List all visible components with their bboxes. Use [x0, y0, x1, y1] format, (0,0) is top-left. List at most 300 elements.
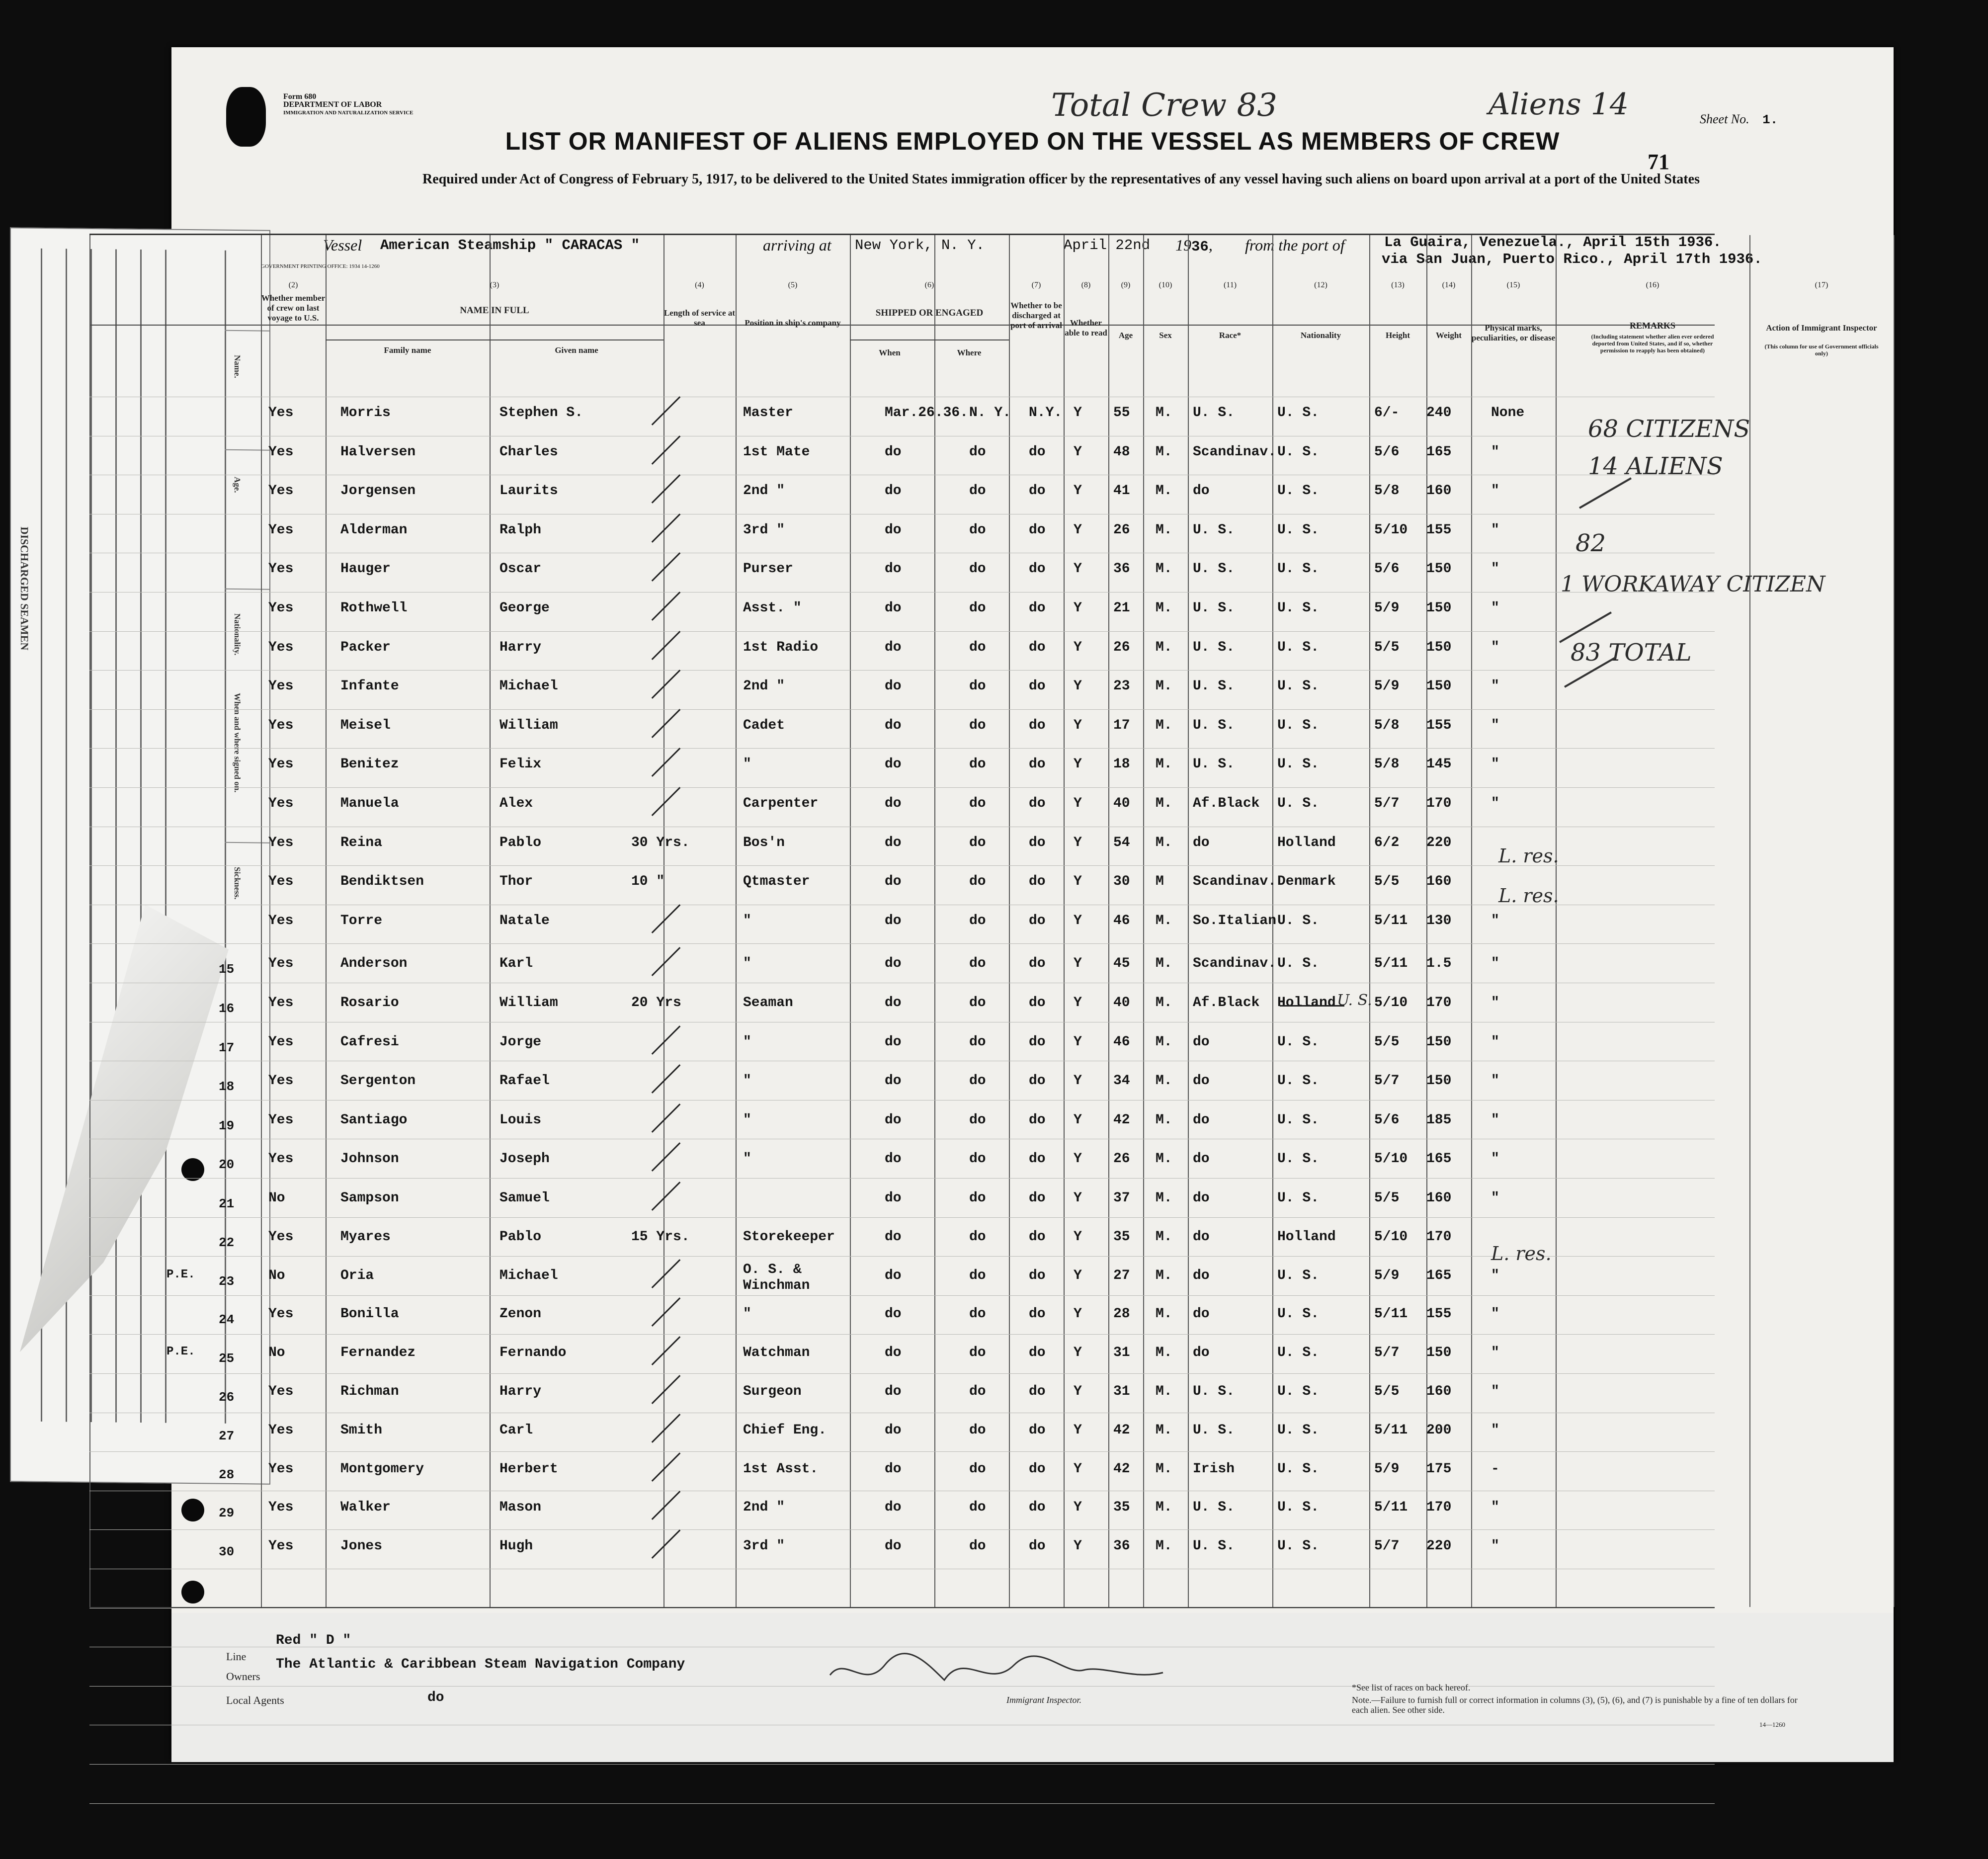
row-rule: [89, 1217, 1715, 1218]
cell-family: Fernandez: [340, 1345, 416, 1361]
handwritten-aliens: Aliens 14: [1489, 87, 1629, 122]
cell-family: Halversen: [340, 444, 416, 460]
cell-race: do: [1193, 1151, 1210, 1167]
cell-prev: No: [268, 1345, 285, 1361]
cell-nat: U. S.: [1277, 1190, 1320, 1206]
cell-weight: 150: [1426, 639, 1452, 655]
strikethrough: [1280, 1005, 1344, 1007]
cell-position: Purser: [743, 561, 793, 577]
cell-prev: Yes: [268, 796, 294, 811]
cell-marks: ": [1491, 1384, 1499, 1399]
cell-read: Y: [1074, 1190, 1082, 1206]
cell-height: 5/11: [1374, 956, 1408, 972]
cell-height: 5/10: [1374, 995, 1408, 1011]
cell-marks: -: [1491, 1461, 1499, 1477]
cell-given: Harry: [499, 639, 542, 655]
cell-position: Master: [743, 405, 793, 421]
column-number: (14): [1442, 281, 1456, 289]
cell-where: do: [969, 1422, 986, 1438]
cell-family: Torre: [340, 913, 383, 929]
form-number: Form 680: [283, 92, 317, 101]
cell-age: 40: [1113, 796, 1130, 811]
row-rule: [89, 943, 1715, 944]
cell-prev: Yes: [268, 913, 294, 929]
cell-prev: Yes: [268, 717, 294, 733]
col-rule: [736, 235, 737, 1607]
row-rule: [89, 1295, 1715, 1296]
cell-weight: 150: [1426, 561, 1452, 577]
column-number: (2): [288, 281, 298, 289]
cell-race: do: [1193, 1073, 1210, 1089]
cell-race: U. S.: [1193, 561, 1235, 577]
cell-when: do: [885, 1306, 902, 1322]
col-rule: [1369, 235, 1370, 1607]
cell-weight: 175: [1426, 1461, 1452, 1477]
cell-where: N. Y.: [969, 405, 1011, 421]
cell-weight: 155: [1426, 717, 1452, 733]
cell-age: 17: [1113, 717, 1130, 733]
row-rule: [89, 1451, 1715, 1452]
cell-sex: M.: [1156, 1229, 1172, 1245]
cell-disch: do: [1029, 1461, 1046, 1477]
column-header: Race*: [1219, 331, 1242, 340]
cell-age: 42: [1113, 1461, 1130, 1477]
cell-prev: Yes: [268, 1112, 294, 1128]
column-number: (16): [1646, 281, 1659, 289]
cell-race: do: [1193, 1190, 1210, 1206]
cell-family: Morris: [340, 405, 391, 421]
cell-prev: No: [268, 1190, 285, 1206]
cell-read: Y: [1074, 995, 1082, 1011]
row-rule: [89, 1334, 1715, 1335]
cell-read: Y: [1074, 1538, 1082, 1554]
cell-when: do: [885, 717, 902, 733]
cell-position: Storekeeper: [743, 1229, 835, 1245]
cell-nat: U. S.: [1277, 1306, 1320, 1322]
column-number: (4): [695, 281, 704, 289]
cell-sex: M.: [1156, 1073, 1172, 1089]
column-number: (7): [1031, 281, 1041, 289]
cell-prev: Yes: [268, 1151, 294, 1167]
cell-position: ": [743, 1112, 751, 1128]
cell-marks: ": [1491, 1151, 1499, 1167]
cell-when: do: [885, 956, 902, 972]
cell-race: U. S.: [1193, 600, 1235, 616]
row-rule: [89, 787, 1715, 788]
from-port-label: from the port of: [1245, 236, 1345, 254]
cell-read: Y: [1074, 1500, 1082, 1516]
cell-read: Y: [1074, 757, 1082, 772]
cell-given: Charles: [499, 444, 558, 460]
cell-nat: U. S.: [1277, 678, 1320, 694]
column-number: (11): [1223, 281, 1237, 289]
cell-sex: M.: [1156, 639, 1172, 655]
cell-race: Af.Black: [1193, 995, 1260, 1011]
cell-height: 5/10: [1374, 522, 1408, 538]
cell-given: Ralph: [499, 522, 542, 538]
cell-read: Y: [1074, 678, 1082, 694]
column-header: Whether to be discharged at port of arrival: [1010, 301, 1062, 330]
header-rule: [326, 339, 663, 340]
cell-family: Sergenton: [340, 1073, 416, 1089]
cell-disch: do: [1029, 1500, 1046, 1516]
column-number: (6): [924, 281, 934, 289]
column-header: Age: [1118, 331, 1133, 340]
line-label: Line: [226, 1650, 247, 1663]
cell-where: do: [969, 757, 986, 772]
cell-when: do: [885, 1422, 902, 1438]
row-rule: [89, 1803, 1715, 1804]
cell-prev: Yes: [268, 522, 294, 538]
handwritten-total-crew: Total Crew 83: [1051, 87, 1277, 124]
cell-nat: U. S.: [1277, 1112, 1320, 1128]
cell-sex: M.: [1156, 561, 1172, 577]
row-rule: [89, 631, 1715, 632]
cell-read: Y: [1074, 1229, 1082, 1245]
cell-family: Anderson: [340, 956, 408, 972]
cell-race: U. S.: [1193, 1538, 1235, 1554]
cell-height: 5/6: [1374, 1112, 1400, 1128]
cell-nat: U. S.: [1277, 1268, 1320, 1283]
cell-sex: M.: [1156, 483, 1172, 499]
stub-label: Nationality.: [233, 613, 242, 656]
cell-when: do: [885, 678, 902, 694]
cell-height: 5/5: [1374, 1190, 1400, 1206]
cell-height: 5/10: [1374, 1151, 1408, 1167]
cell-given: Thor: [499, 874, 533, 890]
cell-given: Stephen S.: [499, 405, 583, 421]
vessel-name: American Steamship " CARACAS ": [380, 237, 640, 254]
cell-where: do: [969, 1500, 986, 1516]
cell-disch: do: [1029, 757, 1046, 772]
cell-when: do: [885, 600, 902, 616]
cell-position: ": [743, 757, 751, 772]
cell-race: U. S.: [1193, 522, 1235, 538]
cell-disch: do: [1029, 1538, 1046, 1554]
cell-prev: Yes: [268, 995, 294, 1011]
cell-read: Y: [1074, 483, 1082, 499]
cell-where: do: [969, 444, 986, 460]
cell-nat: U. S.: [1277, 717, 1320, 733]
cell-where: do: [969, 956, 986, 972]
cell-sex: M.: [1156, 835, 1172, 850]
cell-sex: M.: [1156, 913, 1172, 929]
cell-disch: do: [1029, 1190, 1046, 1206]
cell-nat: Holland: [1277, 1229, 1336, 1245]
cell-where: do: [969, 561, 986, 577]
cell-sex: M.: [1156, 405, 1172, 421]
col-rule: [1471, 235, 1472, 1607]
department: DEPARTMENT OF LABOR: [283, 100, 382, 109]
cell-read: Y: [1074, 444, 1082, 460]
cell-family: Bendiktsen: [340, 874, 424, 890]
cell-nat: U. S.: [1277, 561, 1320, 577]
printer-line: GOVERNMENT PRINTING OFFICE: 1934 14-1260: [261, 263, 380, 269]
column-header: Position in ship's company: [745, 318, 841, 328]
cell-service: 10 ": [631, 874, 665, 890]
cell-weight: 165: [1426, 1151, 1452, 1167]
cell-when: do: [885, 835, 902, 850]
header-rule: [850, 339, 1009, 340]
cell-family: Manuela: [340, 796, 399, 811]
cell-family: Richman: [340, 1384, 399, 1399]
cell-sex: M.: [1156, 522, 1172, 538]
cell-given: Laurits: [499, 483, 558, 499]
column-header: SHIPPED OR ENGAGED: [875, 308, 984, 318]
cell-sex: M.: [1156, 717, 1172, 733]
cell-marks: ": [1491, 1538, 1499, 1554]
cell-marks: None: [1491, 405, 1525, 421]
cell-race: U. S.: [1193, 678, 1235, 694]
cell-weight: 160: [1426, 483, 1452, 499]
cell-read: Y: [1074, 717, 1082, 733]
cell-age: 21: [1113, 600, 1130, 616]
cell-family: Myares: [340, 1229, 391, 1245]
row-number: 28: [219, 1467, 235, 1482]
column-header: Physical marks, peculiarities, or disease: [1471, 323, 1556, 342]
cell-disch: do: [1029, 1034, 1046, 1050]
cell-marks: ": [1491, 956, 1499, 972]
row-number: 16: [219, 1001, 235, 1016]
cell-weight: 220: [1426, 1538, 1452, 1554]
cell-given: Alex: [499, 796, 533, 811]
cell-height: 5/7: [1374, 1073, 1400, 1089]
cell-prev: No: [268, 1268, 285, 1283]
row-rule: [89, 1373, 1715, 1374]
cell-position: O. S. & Winchman: [743, 1262, 810, 1293]
cell-where: do: [969, 1034, 986, 1050]
col-rule: [850, 235, 851, 1607]
cell-given: Louis: [499, 1112, 542, 1128]
row-number: 18: [219, 1079, 235, 1095]
cell-weight: 160: [1426, 874, 1452, 890]
agents-label: Local Agents: [226, 1694, 284, 1706]
cell-height: 6/2: [1374, 835, 1400, 850]
row-rule: [89, 1764, 1715, 1765]
cell-nat: U. S.: [1277, 1384, 1320, 1399]
row-number: 25: [219, 1351, 235, 1366]
row-rule: [89, 1256, 1715, 1257]
cell-age: 54: [1113, 835, 1130, 850]
cell-marks: ": [1491, 1268, 1499, 1283]
column-number: (9): [1121, 281, 1131, 289]
handwritten-note: L. res.: [1491, 1243, 1552, 1265]
cell-read: Y: [1074, 1073, 1082, 1089]
cell-height: 5/5: [1374, 1384, 1400, 1399]
cell-weight: 1.5: [1426, 956, 1452, 972]
row-rule: [89, 748, 1715, 749]
cell-height: 5/11: [1374, 1306, 1408, 1322]
cell-weight: 150: [1426, 1073, 1452, 1089]
cell-where: do: [969, 796, 986, 811]
cell-height: 5/8: [1374, 483, 1400, 499]
cell-disch: do: [1029, 796, 1046, 811]
stub-label: Name.: [233, 354, 242, 378]
column-header: Whether able to read: [1065, 318, 1107, 338]
cell-marks: ": [1491, 1190, 1499, 1206]
cell-nat: U. S.: [1277, 483, 1320, 499]
cell-position: ": [743, 1306, 751, 1322]
cell-sex: M.: [1156, 1500, 1172, 1516]
cell-family: Sampson: [340, 1190, 399, 1206]
cell-prev: Yes: [268, 678, 294, 694]
cell-disch: do: [1029, 1112, 1046, 1128]
cell-age: 41: [1113, 483, 1130, 499]
manifest-subtitle: Required under Act of Congress of February 5, 1917, to be delivered to the United States immigration officer by the representatives of any vessel having such aliens on board upon arrival at a port of the United States: [422, 171, 1700, 187]
column-header: Sex: [1159, 331, 1172, 340]
cell-weight: 165: [1426, 444, 1452, 460]
row-rule: [89, 709, 1715, 710]
cell-given: Felix: [499, 757, 542, 772]
cell-given: Jorge: [499, 1034, 542, 1050]
cell-read: Y: [1074, 1151, 1082, 1167]
row-rule: [89, 1178, 1715, 1179]
cell-nat: U. S.: [1277, 757, 1320, 772]
cell-race: U. S.: [1193, 1422, 1235, 1438]
col-rule: [1009, 235, 1010, 1607]
cell-age: 42: [1113, 1422, 1130, 1438]
cell-sex: M.: [1156, 1345, 1172, 1361]
handwritten-note: 1 WORKAWAY CITIZEN: [1561, 572, 1825, 597]
handwritten-note: 68 CITIZENS: [1588, 415, 1750, 443]
inspector-label: Immigrant Inspector.: [1006, 1695, 1081, 1705]
cell-sex: M.: [1156, 1422, 1172, 1438]
col-rule: [89, 235, 90, 1607]
cell-marks: ": [1491, 522, 1499, 538]
cell-prev: Yes: [268, 956, 294, 972]
cell-prev: Yes: [268, 405, 294, 421]
cell-race: Af.Black: [1193, 796, 1260, 811]
cell-when: Mar.26.36.: [885, 405, 969, 421]
cell-height: 5/11: [1374, 1422, 1408, 1438]
cell-family: Walker: [340, 1500, 391, 1516]
owners-value: The Atlantic & Caribbean Steam Navigation Company: [276, 1657, 685, 1672]
col-rule: [261, 235, 262, 1607]
row-number: 15: [219, 962, 235, 977]
cell-height: 5/7: [1374, 1345, 1400, 1361]
owners-label: Owners: [226, 1670, 260, 1683]
col-rule: [1108, 235, 1109, 1607]
column-header: Nationality: [1300, 331, 1341, 340]
cell-prev: Yes: [268, 1229, 294, 1245]
column-header: Where: [957, 348, 982, 357]
sheet-label: Sheet No.: [1700, 112, 1749, 126]
cell-where: do: [969, 1345, 986, 1361]
cell-position: Bos'n: [743, 835, 785, 850]
cell-given: George: [499, 600, 550, 616]
cell-read: Y: [1074, 600, 1082, 616]
cell-position: 3rd ": [743, 1538, 785, 1554]
cell-age: 26: [1113, 639, 1130, 655]
cell-disch: do: [1029, 639, 1046, 655]
cell-position: Carpenter: [743, 796, 819, 811]
cell-where: do: [969, 1306, 986, 1322]
cell-family: Bonilla: [340, 1306, 399, 1322]
crew-table: [89, 234, 1715, 1608]
cell-nat: U. S.: [1277, 1073, 1320, 1089]
cell-nat: U. S.: [1277, 600, 1320, 616]
cell-given: Samuel: [499, 1190, 550, 1206]
cell-race: Scandinav.: [1193, 956, 1277, 972]
cell-race: U. S.: [1193, 757, 1235, 772]
stub-side-label: DISCHARGED SEAMEN: [18, 526, 31, 651]
cell-where: do: [969, 913, 986, 929]
cell-read: Y: [1074, 956, 1082, 972]
cell-sex: M.: [1156, 1112, 1172, 1128]
cell-given: Michael: [499, 1268, 558, 1283]
cell-when: do: [885, 995, 902, 1011]
cell-family: Jones: [340, 1538, 383, 1554]
column-header: Family name: [384, 345, 431, 355]
cell-given: William: [499, 995, 558, 1011]
cell-where: do: [969, 874, 986, 890]
column-number: (17): [1815, 281, 1828, 289]
cell-marks: ": [1491, 717, 1499, 733]
cell-prev: Yes: [268, 874, 294, 890]
cell-marks: ": [1491, 1422, 1499, 1438]
cell-race: U. S.: [1193, 405, 1235, 421]
cell-where: do: [969, 995, 986, 1011]
col-rule: [490, 235, 491, 1607]
cell-race: do: [1193, 1112, 1210, 1128]
cell-when: do: [885, 796, 902, 811]
row-number: 29: [219, 1506, 235, 1521]
cell-weight: 170: [1426, 995, 1452, 1011]
year: 36: [1191, 239, 1209, 255]
cell-weight: 165: [1426, 1268, 1452, 1283]
cell-age: 35: [1113, 1500, 1130, 1516]
cell-disch: do: [1029, 1384, 1046, 1399]
cell-age: 31: [1113, 1384, 1130, 1399]
cell-family: Reina: [340, 835, 383, 850]
cell-read: Y: [1074, 1306, 1082, 1322]
cell-nat: U. S.: [1277, 405, 1320, 421]
cell-prev: Yes: [268, 444, 294, 460]
cell-when: do: [885, 639, 902, 655]
row-rule: [89, 1529, 1715, 1530]
cell-disch: do: [1029, 1345, 1046, 1361]
cell-sex: M.: [1156, 1151, 1172, 1167]
cell-weight: 220: [1426, 835, 1452, 850]
cell-when: do: [885, 913, 902, 929]
row-number: 23: [219, 1273, 235, 1289]
cell-read: Y: [1074, 1461, 1082, 1477]
cell-weight: 150: [1426, 678, 1452, 694]
cell-weight: 170: [1426, 796, 1452, 811]
cell-race: So.Italian: [1193, 913, 1277, 929]
cell-disch: do: [1029, 678, 1046, 694]
cell-nat: Holland: [1277, 995, 1336, 1011]
cell-read: Y: [1074, 1345, 1082, 1361]
cell-when: do: [885, 757, 902, 772]
cell-sex: M.: [1156, 1306, 1172, 1322]
cell-race: do: [1193, 1306, 1210, 1322]
cell-given: William: [499, 717, 558, 733]
sheet-number: 1.: [1762, 112, 1778, 127]
cell-nat: U. S.: [1277, 444, 1320, 460]
cell-when: do: [885, 1538, 902, 1554]
cell-height: 5/8: [1374, 757, 1400, 772]
cell-where: do: [969, 1073, 986, 1089]
cell-age: 45: [1113, 956, 1130, 972]
cell-disch: do: [1029, 444, 1046, 460]
row-number: 20: [219, 1157, 235, 1173]
departure-port: La Guaira, Venezuela., April 15th 1936.: [1384, 234, 1722, 251]
cell-disch: do: [1029, 956, 1046, 972]
cell-marks: ": [1491, 1034, 1499, 1050]
cell-sex: M.: [1156, 796, 1172, 811]
cell-race: do: [1193, 835, 1210, 850]
